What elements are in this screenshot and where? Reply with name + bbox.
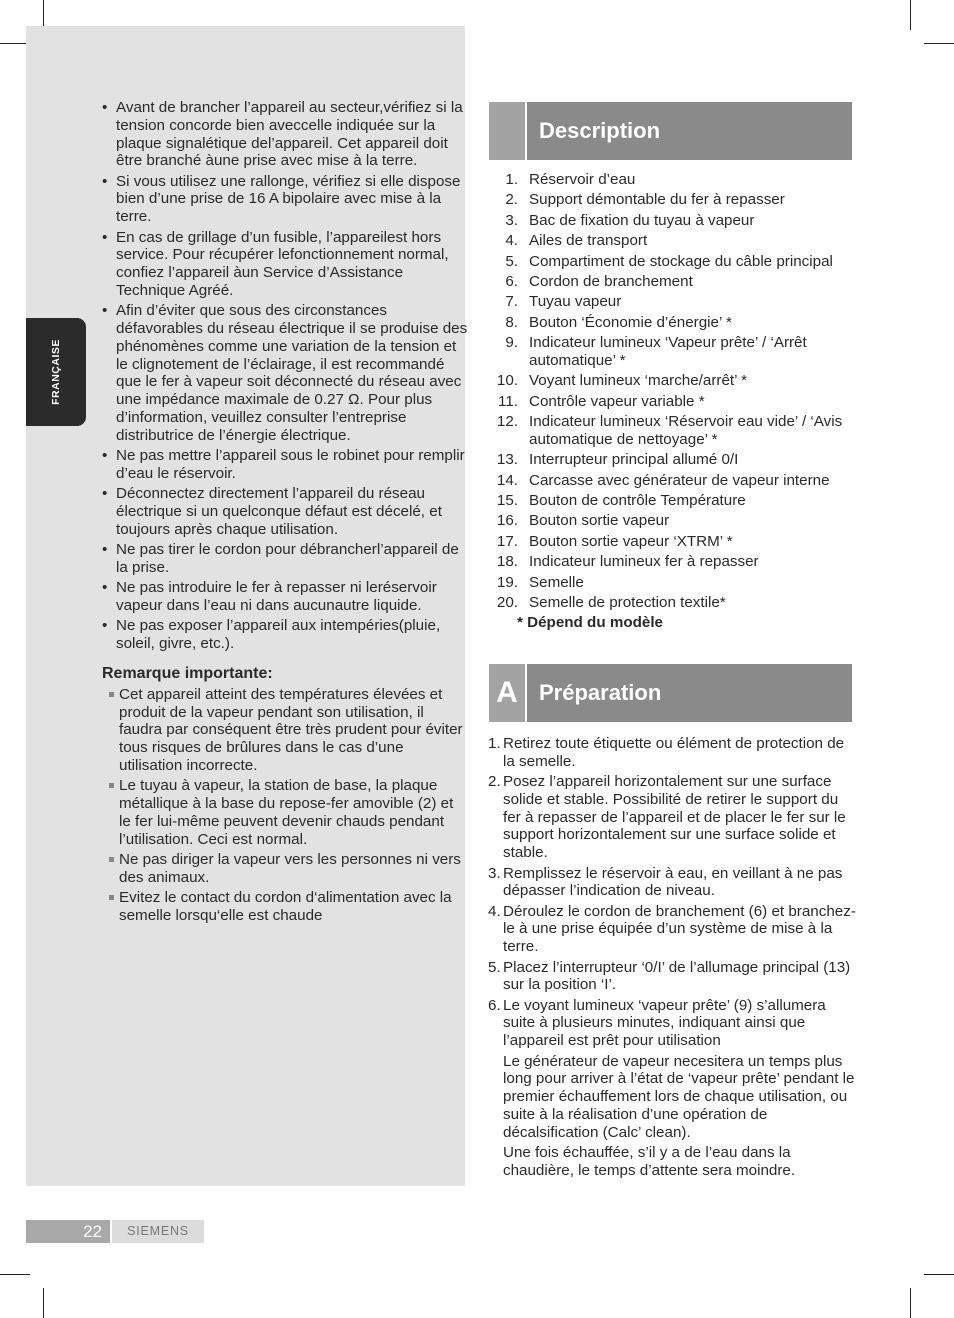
page-number: 22	[26, 1220, 110, 1243]
remark-item: Cet appareil atteint des températures élevées et produit de la vapeur pendant son utilisation, il faudra par conséquent être très prudent pour éviter tous risques de brûlures dans le cas d’une utilisation incorrecte.	[102, 686, 468, 775]
list-item: 3. Bac de fixation du tuyau à vapeur	[505, 211, 755, 229]
crop-mark	[43, 1288, 44, 1318]
crop-mark	[910, 0, 911, 30]
list-item: 2. Posez l’appareil horizontalement sur une surface solide et stable. Possibilité de retirer le support du fer à repasser de l’appareil et de placer le fer sur le support horizontalement sur une surface solide et stable.	[488, 773, 846, 862]
list-item: 1. Réservoir d’eau	[505, 171, 636, 188]
list-item: 5. Compartiment de stockage du câble principal	[505, 252, 833, 270]
list-item: 8. Bouton ‘Économie d’énergie’ *	[505, 313, 732, 331]
list-item: 13. Interrupteur principal allumé 0/I	[496, 451, 739, 469]
section-title-bar	[527, 664, 852, 722]
remark-item: Evitez le contact du cordon d‘alimentation avec la semelle lorsqu‘elle est chaude	[102, 889, 468, 925]
list-item: 12. Indicateur lumineux ‘Réservoir eau vide’ / ‘Avis automatique de nettoyage’ *	[496, 413, 843, 448]
list-item: 10. Voyant lumineux ‘marche/arrêt’ *	[496, 372, 748, 390]
paragraph: Une fois échauffée, s’il y a de l’eau dans la chaudière, le temps d’attente sera moindre.	[503, 1144, 796, 1179]
list-item: 15. Bouton de contrôle Température	[496, 492, 746, 510]
model-note: * Dépend du modèle	[517, 614, 663, 632]
safety-instructions	[102, 99, 468, 927]
safety-bullet: • Ne pas mettre l’appareil sous le robinet pour remplir d’eau le réservoir.	[102, 447, 468, 483]
safety-bullet: • Avant de brancher l’appareil au secteur,vérifiez si la tension concorde bien aveccelle indiquée sur la plaque signalétique del’appareil. Cet appareil doit être branché àune prise avec mise à la terre.	[102, 99, 468, 170]
list-item: 14. Carcasse avec générateur de vapeur interne	[496, 471, 830, 489]
list-item: 9. Indicateur lumineux ‘Vapeur prête’ / ‘Arrêt automatique’ *	[505, 334, 807, 369]
section-marker	[489, 102, 525, 160]
preparation-steps	[488, 735, 856, 1182]
list-item: 6. Cordon de branchement	[505, 272, 693, 290]
language-label: FRANÇAISE	[50, 339, 62, 405]
safety-bullet: • Ne pas exposer l’appareil aux intempéries(pluie, soleil, givre, etc.).	[102, 617, 468, 653]
list-item: 3. Remplissez le réservoir à eau, en veillant à ne pas dépasser l’indication de niveau.	[488, 864, 843, 900]
list-item: 5. Placez l’interrupteur ‘0/I’ de l’allumage principal (13) sur la position ‘I’.	[488, 958, 851, 994]
safety-bullet: • En cas de grillage d’un fusible, l’appareilest hors service. Pour récupérer lefonctionnement normal, confiez l’appareil àun Service d’Assistance Technique Agréé.	[102, 229, 468, 300]
description-header	[489, 102, 852, 160]
section-title: Description	[539, 118, 661, 143]
list-item: 1. Retirez toute étiquette ou élément de protection de la semelle.	[488, 735, 845, 770]
language-tab	[26, 318, 86, 426]
list-item: 17. Bouton sortie vapeur ‘XTRM’ *	[496, 532, 733, 550]
list-item: 19. Semelle	[496, 573, 584, 591]
safety-bullet: • Si vous utilisez une rallonge, vérifiez si elle dispose bien d’une prise de 16 A bipolaire avec mise à la terre.	[102, 173, 468, 226]
description-list	[488, 171, 856, 632]
list-item: 4. Déroulez le cordon de branchement (6) et branchez-le à une prise équipée d’un système de mise à la terre.	[488, 902, 856, 956]
safety-bullet: • Ne pas tirer le cordon pour débrancherl’appareil de la prise.	[102, 541, 468, 577]
remark-heading: Remarque importante:	[102, 664, 273, 682]
list-item: 7. Tuyau vapeur	[505, 293, 622, 311]
list-item: 4. Ailes de transport	[505, 232, 648, 250]
list-item: 2. Support démontable du fer à repasser	[505, 191, 785, 209]
crop-mark	[0, 1274, 30, 1275]
list-item: 6. Le voyant lumineux ‘vapeur prête’ (9) s’allumera suite à plusieurs minutes, indiquant ainsi que l’appareil est prêt pour utilisation	[488, 996, 826, 1050]
list-item: 18. Indicateur lumineux fer à repasser	[496, 553, 759, 571]
remark-item: Ne pas diriger la vapeur vers les personnes ni vers des animaux.	[102, 851, 468, 887]
list-item: 16. Bouton sortie vapeur	[496, 512, 670, 530]
preparation-header	[489, 664, 852, 722]
section-title-bar	[527, 102, 852, 160]
safety-bullet: • Ne pas introduire le fer à repasser ni leréservoir vapeur dans l’eau ni dans aucunautre liquide.	[102, 579, 468, 615]
section-letter: A	[489, 664, 525, 722]
list-item: 11. Contrôle vapeur variable *	[498, 392, 705, 410]
section-title: Préparation	[539, 680, 662, 705]
list-item: 20. Semelle de protection textile*	[496, 594, 726, 612]
crop-mark	[910, 1288, 911, 1318]
remark-item: Le tuyau à vapeur, la station de base, la plaque métallique à la base du repose-fer amovible (2) et le fer lui-même peuvent devenir chauds pendant l’utilisation. Ceci est normal.	[102, 777, 468, 848]
safety-bullet: • Déconnectez directement l’appareil du réseau électrique si un quelconque défaut est décelé, et toujours après chaque utilisation.	[102, 485, 468, 538]
brand-label: SIEMENS	[112, 1220, 204, 1243]
crop-mark	[924, 43, 954, 44]
crop-mark	[924, 1274, 954, 1275]
paragraph: Le générateur de vapeur necesitera un temps plus long pour arriver à l’état de ‘vapeur prête’ pendant le premier échauffement lors de chaque utilisation, ou suite à la réalisation d’une opération de décalsification (Calc’ clean).	[503, 1052, 855, 1141]
safety-bullet: • Afin d’éviter que sous des circonstances défavorables du réseau électrique il se produise des phénomènes comme une variation de la tension et le clignotement de l’éclairage, il est recommandé que le fer à vapeur soit déconnecté du réseau avec une impédance maximale de 0.27 Ω. Pour plus d’information, veuillez consulter l’entreprise distributrice de l’énergie électrique.	[102, 302, 468, 444]
